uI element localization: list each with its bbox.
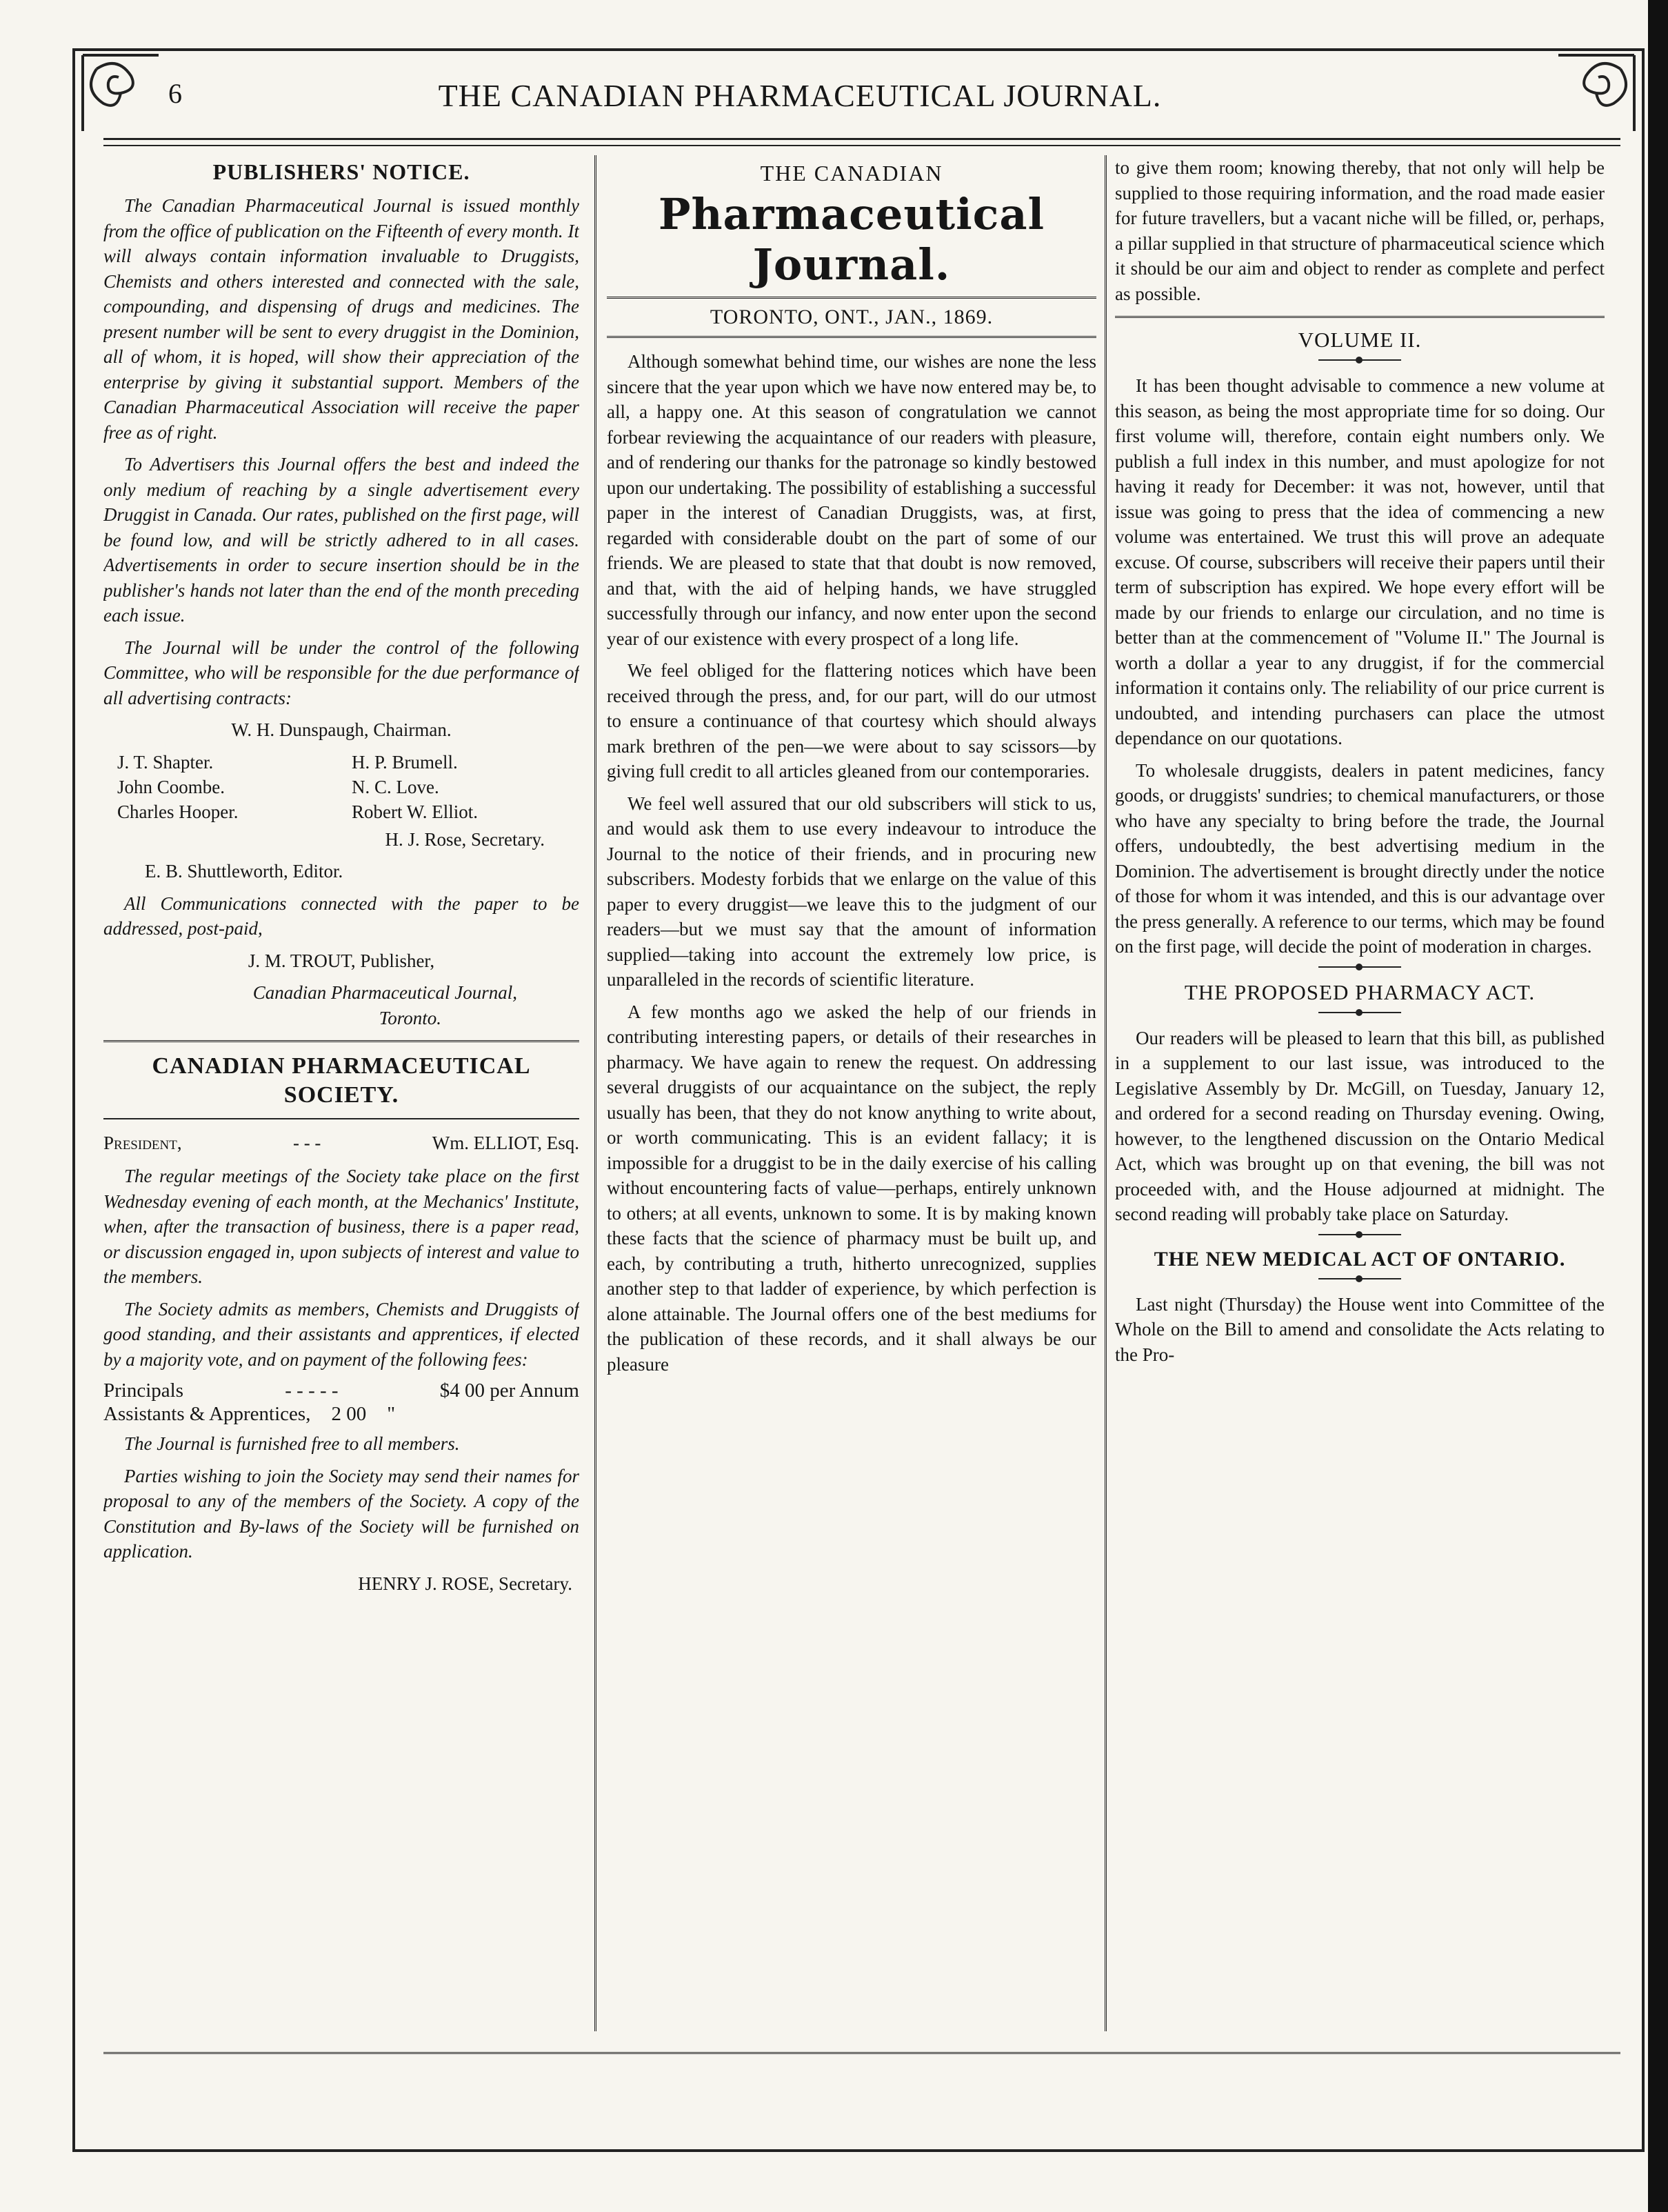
publisher-address-1: Canadian Pharmaceutical Journal, <box>252 982 517 1003</box>
president-label: President, <box>103 1133 182 1153</box>
fee-label: Principals <box>103 1379 183 1402</box>
committee-row <box>117 775 559 799</box>
fee-dashes: - - - - - <box>285 1379 339 1402</box>
volume-p1: It has been thought advisable to commence a new volume at this season, as being the most appropriate time for so doing. Our first volume will, therefore, contain eight numbers only. We publish a full index in this number, and must apologize for not having it ready for December: it was not, however, until that issue was going to press that the idea of commencing a new volume was entertained. We trust this will prove an adequate excuse. Of course, subscribers will receive their papers until their term of subscription has expired. We hope every effort will be made by our friends to enlarge our circulation, and no time is better than at the commencement of "Volume II." The Journal is worth a dollar a year to any druggist, if for the commercial information it contains only. The reliability of our price current is undoubted, and intending purchasers can place the utmost dependance on our quotations. <box>1115 375 1605 748</box>
publisher-name: J. M. TROUT, Publisher, <box>248 950 435 971</box>
section-divider <box>103 1040 579 1042</box>
ornament-rule <box>1318 359 1401 362</box>
header-rule <box>103 138 1620 140</box>
running-title: THE CANADIAN PHARMACEUTICAL JOURNAL. <box>438 78 1162 113</box>
society-p3: The Journal is furnished free to all members. <box>124 1433 460 1454</box>
committee-member: N. C. Love. <box>352 776 439 797</box>
column-middle <box>607 155 1096 2038</box>
president-name: Wm. ELLIOT, Esq. <box>432 1133 579 1153</box>
medical-act-title: THE NEW MEDICAL ACT OF ONTARIO. <box>1154 1247 1566 1271</box>
editorial-p3: We feel well assured that our old subscribers will stick to us, and would ask them to use every indeavour to introduce the Journal to the notice of their friends, and in procuring new subscribers. Modesty forbids that we enlarge on the value of this paper to every druggist—we leave this to the judgment of our readers—but we must say that the amount of information supplied—taking into account the extremely low price, is unparalleled in the records of scientific literature. <box>607 793 1096 990</box>
editorial-p2: We feel obliged for the flattering notices which have been received through the press, and, for our part, will do our utmost to ensure a continuance of that courtesy which should always mark brethren of the pen—we were about to say scissors—by giving full credit to all articles gleaned from our contemporaries. <box>607 660 1096 781</box>
ornament-rule <box>1318 966 1401 969</box>
ornament-rule <box>1318 1278 1401 1281</box>
editorial-p1: Although somewhat behind time, our wishes are none the less sincere that the year upon which we have now entered may be, to all, a happy one. At this season of congratulation we cannot forbear reviewing the acquaintance of our readers with pleasure, and of rendering our thanks for the patronage so kindly bestowed upon our undertaking. The possibility of establishing a successful paper in the interest of Canadian Druggists, was, at first, regarded with considerable doubt on the part of some of our friends. We are pleased to state that that doubt is now removed, and that, with the aid of helping hands, we have struggled successfully through our infancy, and now enter upon the second year of our existence with every prospect of a long life. <box>607 351 1096 649</box>
president-dashes: - - - <box>292 1133 321 1153</box>
society-title-rule <box>103 1118 579 1119</box>
column-left <box>103 155 579 2038</box>
publisher-address-2: Toronto. <box>379 1007 441 1028</box>
publishers-notice-p2: To Advertisers this Journal offers the best and indeed the only medium of reaching by a single advertisement every Druggist in Canada. Our rates, published on the first page, will be found low, and will be strictly adhered to in all cases. Advertisements in order to secure insertion should be in the publisher's hands not later than the end of the month preceding each issue. <box>103 454 579 626</box>
society-president-row <box>103 1130 579 1155</box>
volume-p2: To wholesale druggists, dealers in patent medicines, fancy goods, or druggists' sundries; to chemical manufacturers, or those who have any specialty to bring before the trade, the Journal offers, undoubtedly, the best advertising medium in the Dominion. The advertisement is brought directly under the notice of those for whom it was intended, and this is our advantage over the press generally. A reference to our terms, which may be found on the first page, will decide the point of moderation in charges. <box>1115 759 1605 957</box>
committee-row <box>117 750 559 775</box>
pharmacy-act-p1: Our readers will be pleased to learn that this bill, as published in a supplement to our last issue, was introduced to the Legislative Assembly by Dr. McGill, on Tuesday, January 12, and ordered for a second reading on Thursday evening. Owing, however, to the lengthened discussion on the Ontario Medical Act, which was brought up on that evening, the bill was not proceeded with, and the House adjourned at midnight. The second reading will probably take place on Saturday. <box>1115 1027 1605 1224</box>
society-signature: HENRY J. ROSE, Secretary. <box>358 1573 572 1594</box>
masthead-dateline: TORONTO, ONT., JAN., 1869. <box>607 297 1096 338</box>
scan-edge <box>1648 0 1668 2212</box>
publishers-notice-p4: All Communications connected with the paper to be addressed, post-paid, <box>103 893 579 939</box>
fee-value: $4 00 per Annum <box>439 1379 579 1402</box>
editorial-p4: A few months ago we asked the help of our friends in contributing interesting papers, or details of their researches in pharmacy. We have again to renew the request. On addressing several druggists of our acquaintance on the subject, the reply usually has been, that they do not know anything to write about, or worth communicating. This is an evident fallacy; it is impossible for a druggist to be in the daily exercise of his calling without encountering facts of value—perhaps, entirely unknown to others; at all events, unknown to some. It is by making known these facts that the science of pharmacy must be built up, and each, by contributing a truth, hitherto unrecognized, supplies another step to that ladder of experience, by which perfection is alone attainable. The Journal offers one of the best mediums for the publication of these records, and it shall always be our pleasure <box>607 1001 1096 1375</box>
fee-value: 2 00 <box>331 1403 367 1425</box>
committee-secretary: H. J. Rose, Secretary. <box>385 828 545 850</box>
editor-line: E. B. Shuttleworth, Editor. <box>145 861 343 881</box>
committee-member: H. P. Brumell. <box>352 751 458 773</box>
fee-row-principals <box>103 1379 579 1402</box>
committee-member: Robert W. Elliot. <box>352 801 479 822</box>
page-number: 6 <box>168 78 182 109</box>
publishers-notice-title: PUBLISHERS' NOTICE. <box>212 159 470 184</box>
fee-ditto: " <box>387 1403 396 1425</box>
society-p1: The regular meetings of the Society take place on the first Wednesday evening of each month, at the Mechanics' Institute, when, after the transaction of business, there is a paper read, or discussion engaged in, upon subjects of interest and value to the members. <box>103 1166 579 1287</box>
corner-ornament-right-icon <box>1545 41 1648 145</box>
header-rule-thin <box>103 145 1620 146</box>
committee-list <box>103 750 579 824</box>
column-rule-2 <box>1105 155 1107 2031</box>
committee-chairman: W. H. Dunspaugh, Chairman. <box>231 719 452 740</box>
medical-act-p1: Last night (Thursday) the House went into Committee of the Whole on the Bill to amend and consolidate the Acts relating to the Pro- <box>1115 1293 1605 1365</box>
publishers-notice-p1: The Canadian Pharmaceutical Journal is issued monthly from the office of publication on the Fifteenth of every month. It will always contain information invaluable to Druggists, Chemists and others interested and connected with the sale, compounding, and dispensing of drugs and medicines. The present number will be sent to every druggist in the Dominion, all of whom, it is hoped, will show their appreciation of the enterprise by giving it substantial support. Members of the Canadian Pharmaceutical Association will receive the paper free as of right. <box>103 195 579 443</box>
committee-member: John Coombe. <box>117 776 225 797</box>
publishers-notice-p3: The Journal will be under the control of the following Committee, who will be responsible for the due performance of all advertising contracts: <box>103 637 579 708</box>
society-title: CANADIAN PHARMACEUTICAL SOCIETY. <box>152 1053 531 1108</box>
masthead-title: Pharmaceutical Journal. <box>658 189 1045 290</box>
ornament-rule <box>1318 1012 1401 1015</box>
fee-label: Assistants & Apprentices, <box>103 1403 311 1425</box>
footer-rule <box>103 2052 1620 2054</box>
corner-ornament-left-icon <box>69 41 172 145</box>
column-rule-1 <box>594 155 596 2031</box>
section-divider <box>1115 316 1605 318</box>
society-p2: The Society admits as members, Chemists and Druggists of good standing, and their assistants and apprentices, if elected by a majority vote, and on payment of the following fees: <box>103 1298 579 1370</box>
editorial-continuation: to give them room; knowing thereby, that not only will help be supplied to those requiring information, and the road made easier for future travellers, but a vacant niche will be filled, or, perhaps, a pillar supplied in that structure of pharmaceutical science which it should be our aim and object to render as complete and perfect as possible. <box>1115 157 1605 304</box>
column-right <box>1115 155 1605 2038</box>
committee-member: J. T. Shapter. <box>117 751 214 773</box>
pharmacy-act-title: THE PROPOSED PHARMACY ACT. <box>1184 979 1536 1004</box>
committee-member: Charles Hooper. <box>117 801 239 822</box>
volume-title: VOLUME II. <box>1298 328 1422 352</box>
ornament-rule <box>1318 1234 1401 1237</box>
fee-row-assistants <box>103 1402 579 1426</box>
society-p4: Parties wishing to join the Society may send their names for proposal to any of the members of the Society. A copy of the Constitution and By-laws of the Society will be furnished on application. <box>103 1465 579 1562</box>
masthead-line-1: THE CANADIAN <box>760 161 943 186</box>
committee-row <box>117 799 559 824</box>
